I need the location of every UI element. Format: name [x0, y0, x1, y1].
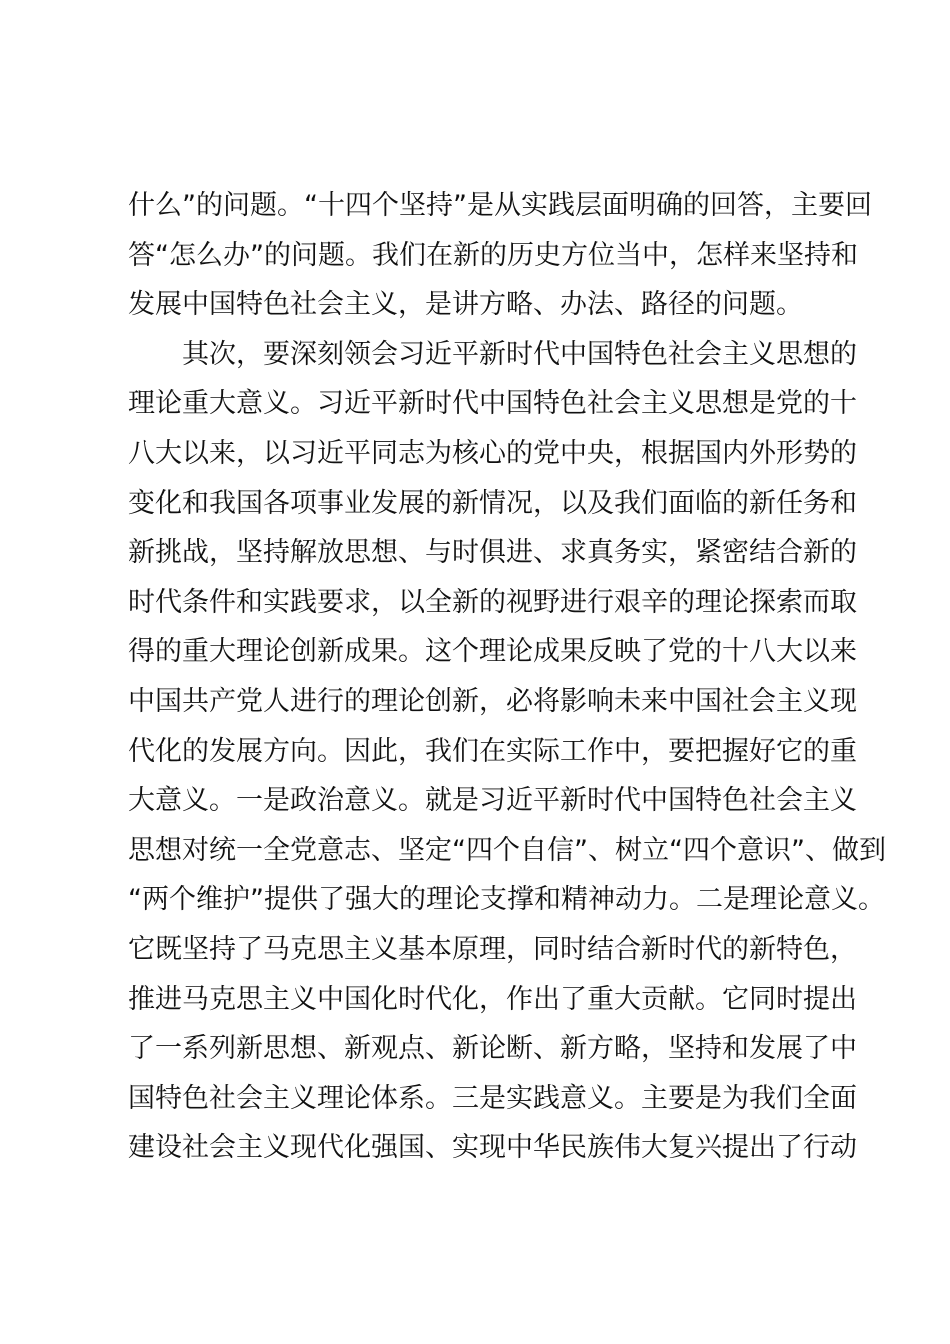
paragraph-line: “两个维护”提供了强大的理论支撑和精神动力。二是理论意义。: [128, 884, 885, 916]
paragraph-line: 八大以来，以习近平同志为核心的党中央，根据国内外形势的: [128, 437, 857, 469]
paragraph-line: 代化的发展方向。因此，我们在实际工作中，要把握好它的重: [128, 735, 857, 767]
paragraph-line: 变化和我国各项事业发展的新情况，以及我们面临的新任务和: [128, 487, 857, 519]
paragraph-line: 大意义。一是政治意义。就是习近平新时代中国特色社会主义: [128, 785, 857, 817]
paragraph-line: 理论重大意义。习近平新时代中国特色社会主义思想是党的十: [128, 388, 857, 420]
paragraph-line: 答“怎么办”的问题。我们在新的历史方位当中，怎样来坚持和: [128, 239, 858, 271]
paragraph-line: 思想对统一全党意志、坚定“四个自信”、树立“四个意识”、做到: [128, 834, 886, 866]
paragraph-line: 了一系列新思想、新观点、新论断、新方略，坚持和发展了中: [128, 1033, 857, 1065]
paragraph-line: 发展中国特色社会主义，是讲方略、办法、路径的问题。: [128, 289, 803, 321]
paragraph-line: 它既坚持了马克思主义基本原理，同时结合新时代的新特色，: [128, 933, 857, 965]
paragraph-line: 推进马克思主义中国化时代化，作出了重大贡献。它同时提出: [128, 983, 857, 1015]
paragraph-line: 国特色社会主义理论体系。三是实践意义。主要是为我们全面: [128, 1082, 857, 1114]
paragraph-line: 建设社会主义现代化强国、实现中华民族伟大复兴提出了行动: [128, 1132, 857, 1164]
paragraph-line: 时代条件和实践要求，以全新的视野进行艰辛的理论探索而取: [128, 586, 857, 618]
paragraph-line: 什么”的问题。“十四个坚持”是从实践层面明确的回答，主要回: [128, 190, 872, 221]
paragraph-line: 得的重大理论创新成果。这个理论成果反映了党的十八大以来: [128, 636, 857, 668]
paragraph-line: 新挑战，坚持解放思想、与时俱进、求真务实，紧密结合新的: [128, 537, 857, 569]
body-text: [128, 181, 886, 1173]
paragraph-line: 中国共产党人进行的理论创新，必将影响未来中国社会主义现: [128, 685, 857, 717]
paragraph-line: 其次，要深刻领会习近平新时代中国特色社会主义思想的: [182, 338, 857, 370]
